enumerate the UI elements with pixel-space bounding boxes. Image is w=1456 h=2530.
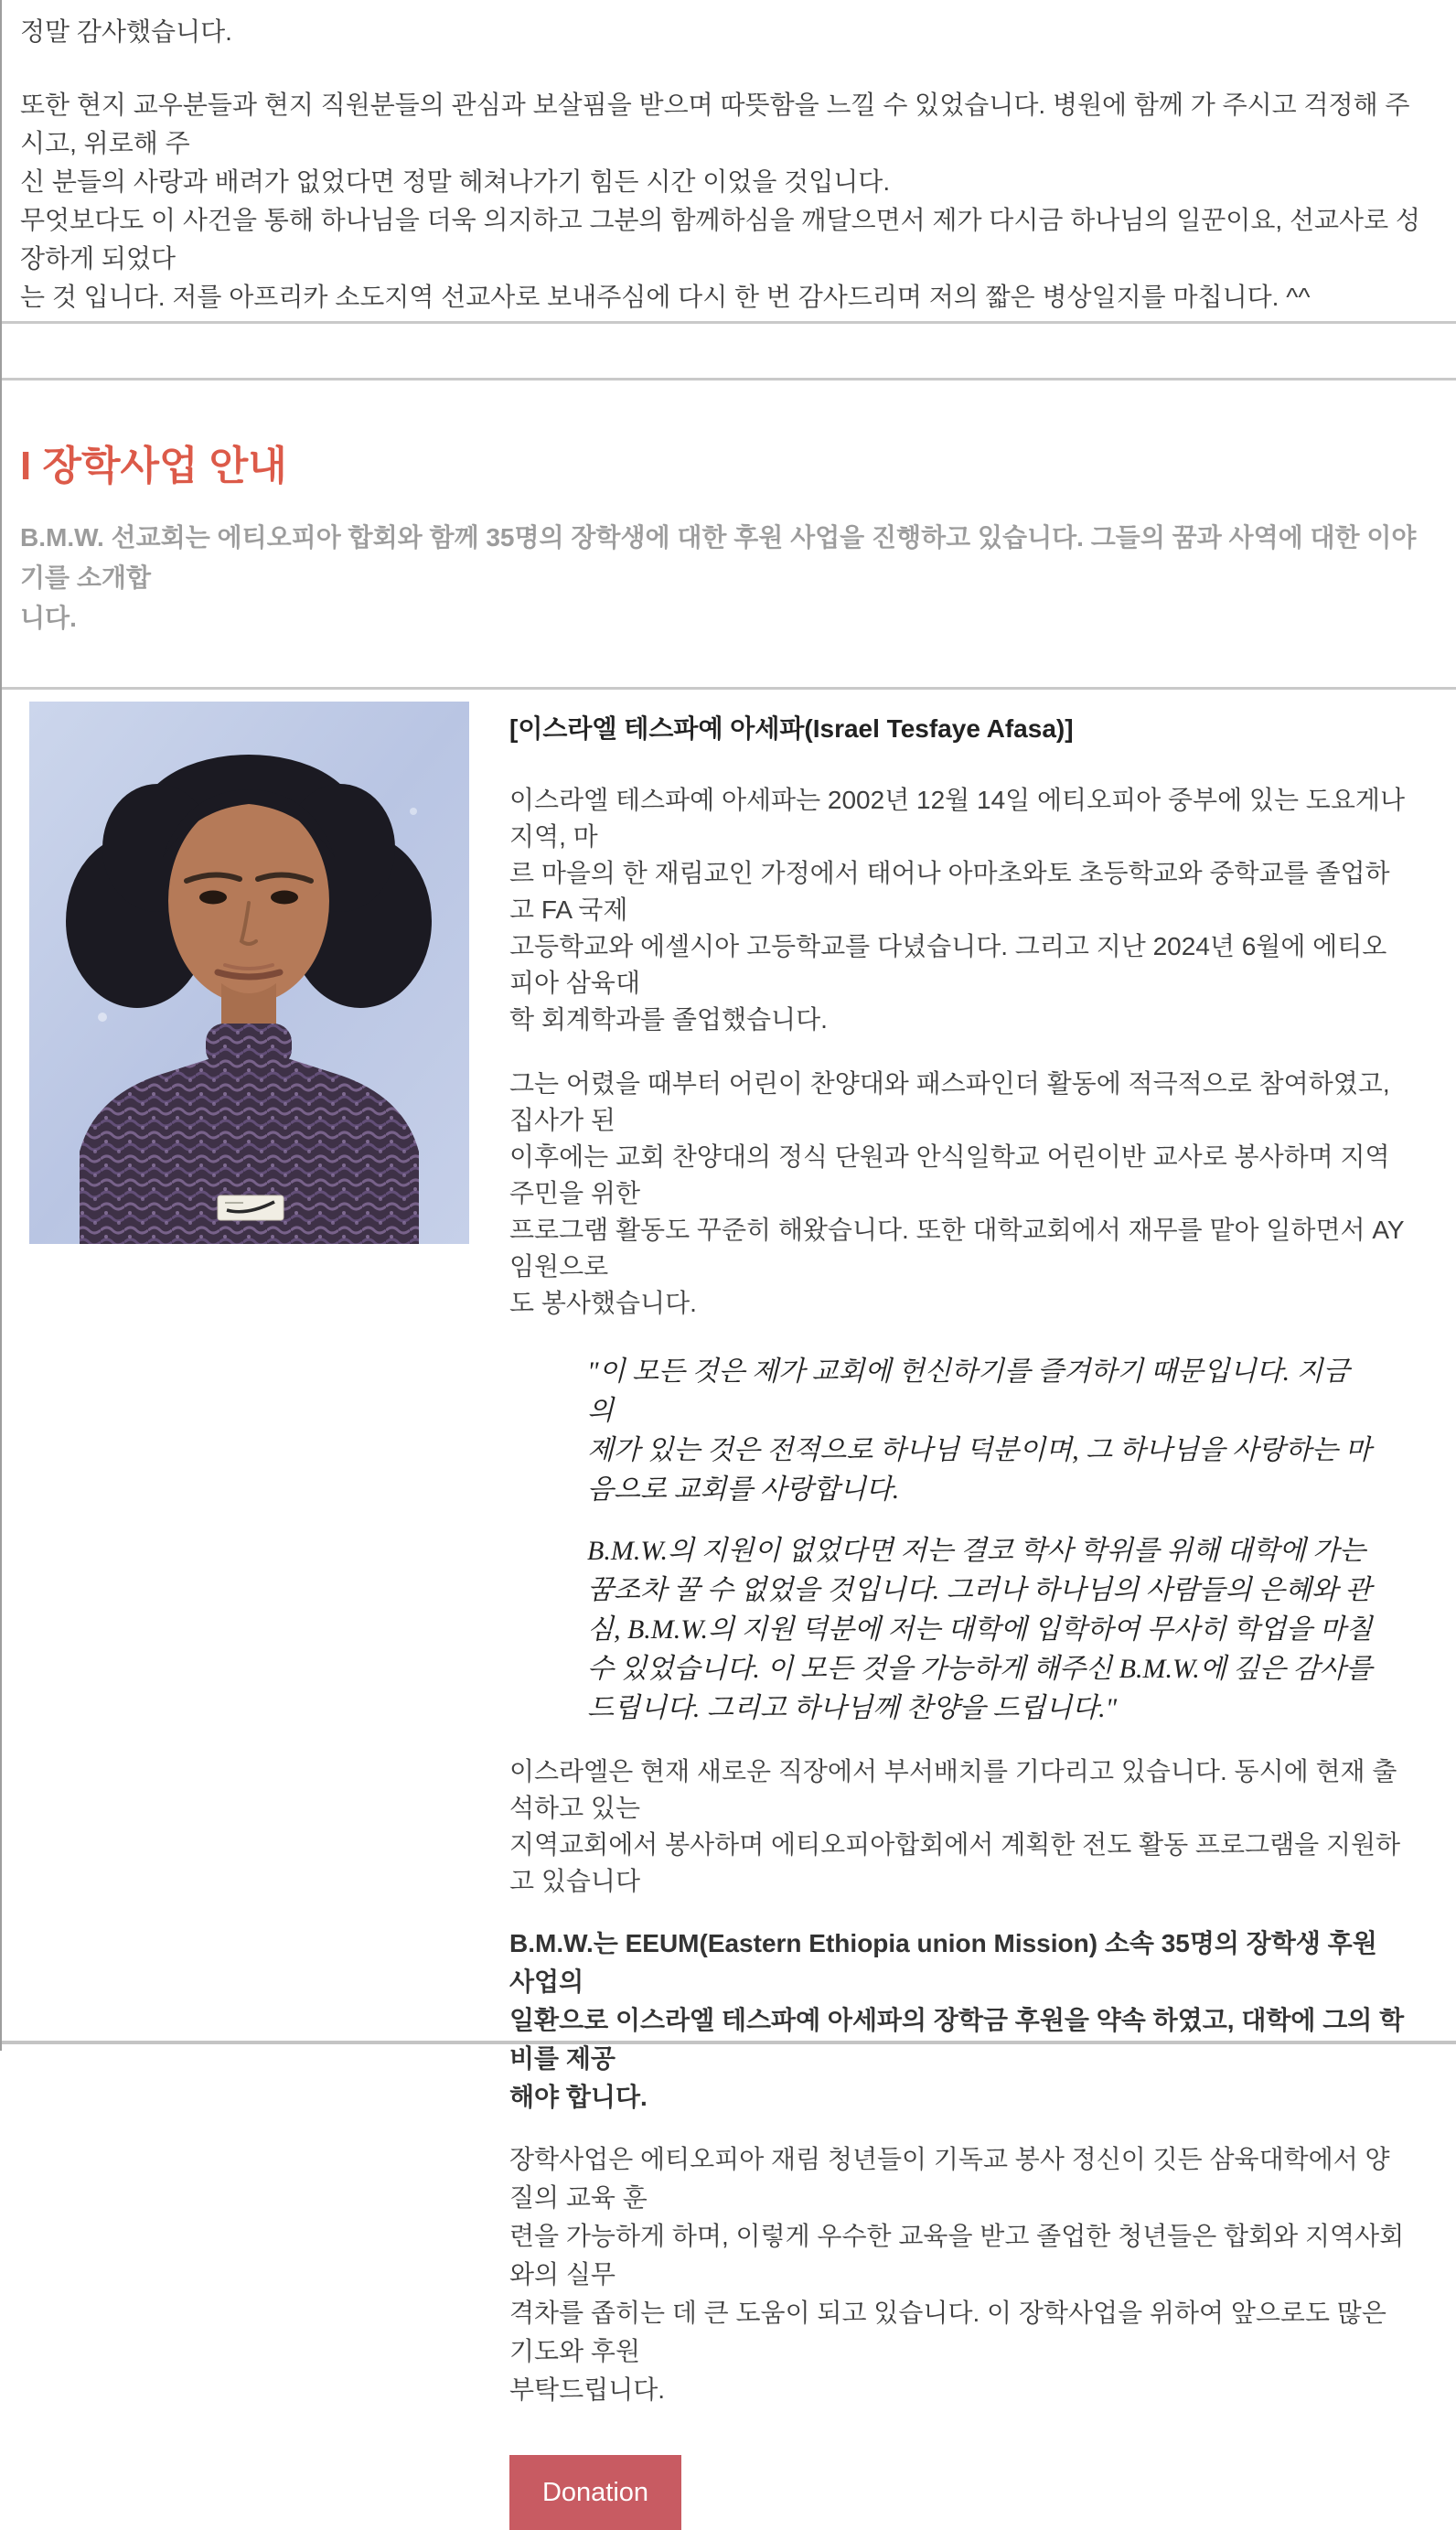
profile-paragraph-3: 이스라엘은 현재 새로운 직장에서 부서배치를 기다리고 있습니다. 동시에 현재 출석하고 있는 지역교회에서 봉사하며 에티오피아합회에서 계획한 전도 활동 프로그램을 지원하고 있습니다 (509, 1757, 1401, 1895)
scholarship-section-subtitle: B.M.W. 선교회는 에티오피아 합회와 함께 35명의 장학생에 대한 후원 사업을 진행하고 있습니다. 그들의 꿈과 사역에 대한 이야기를 소개합 니다. (20, 523, 1417, 632)
story-paragraph-1: 정말 감사했습니다. (20, 17, 232, 46)
donation-button[interactable]: Donation (509, 2455, 681, 2530)
profile-quote-2: B.M.W.의 지원이 없었다면 저는 결코 학사 학위를 위해 대학에 가는 꿈조차 꿀 수 없었을 것입니다. 그러나 하나님의 사람들의 은혜와 관 심, B.M.W.의 지원 덕분에 저는 대학에 입학하여 무사히 학업을 마칠 수 있었습니다. 이 모든 것을 가능하게 해주신 B.M.W.에 깊은 감사를 드립니다. 그리고 하나님께 찬양을 드립니다." (587, 1536, 1373, 1723)
section-missionary-story (2, 0, 1456, 324)
section-scholarship-intro (2, 381, 1456, 690)
story-paragraph-2: 또한 현지 교우분들과 현지 직원분들의 관심과 보살핌을 받으며 따뜻함을 느낄 수 있었습니다. 병원에 함께 가 주시고 걱정해 주시고, 위로해 주 신 분들의 사랑과 배려가 없었다면 정말 헤쳐나가기 힘든 시간 이었을 것입니다. 무엇보다도 이 사건을 통해 하나님을 더욱 의지하고 그분의 함께하심을 깨달으면서 제가 다시금 하나님의 일꾼이요, 선교사로 성장하게 되었다 는 것 입니다. 저를 아프리카 소도지역 선교사로 보내주심에 다시 한 번 감사드리며 저의 짧은 병상일지를 마칩니다. ^^ (20, 91, 1420, 311)
empty-divider-row (2, 324, 1456, 381)
scholarship-section-heading: I 장학사업 안내 (20, 444, 287, 488)
profile-paragraph-2: 그는 어렸을 때부터 어린이 찬양대와 패스파인더 활동에 적극적으로 참여하였고, 집사가 된 이후에는 교회 찬양대의 정식 단원과 안식일학교 어린이반 교사로 봉사하며 지역주민을 위한 프로그램 활동도 꾸준히 해왔습니다. 또한 대학교회에서 재무를 맡아 일하면서 AY 임원으로 도 봉사했습니다. (509, 1069, 1405, 1317)
profile-photo-illustration (29, 702, 469, 1244)
profile-quote-1: "이 모든 것은 제가 교회에 헌신하기를 즐겨하기 때문입니다. 지금의 제가 있는 것은 전적으로 하나님 덕분이며, 그 하나님을 사랑하는 마 음으로 교회를 사랑합니다. (587, 1356, 1372, 1505)
profile-paragraph-bold: B.M.W.는 EEUM(Eastern Ethiopia union Mission) 소속 35명의 장학생 후원 사업의 일환으로 이스라엘 테스파예 아세파의 장학금 후원을 약속 하였고, 대학에 그의 학비를 제공 해야 합니다. (509, 1929, 1405, 2111)
profile-paragraph-1: 이스라엘 테스파예 아세파는 2002년 12월 14일 에티오피아 중부에 있는 도요게나 지역, 마 르 마을의 한 재림교인 가정에서 태어나 아마초와토 초등학교와 중학교를 졸업하고 FA 국제 고등학교와 에셀시아 고등학교를 다녔습니다. 그리고 지난 2024년 6월에 에티오피아 삼육대 학 회계학과를 졸업했습니다. (509, 786, 1405, 1034)
profile-text-column (509, 711, 1406, 2530)
profile-photo (29, 702, 469, 1244)
profile-title: [이스라엘 테스파예 아세파(Israel Tesfaye Afasa)] (509, 714, 1074, 743)
section-student-profile (2, 690, 1456, 2507)
profile-paragraph-4: 장학사업은 에티오피아 재림 청년들이 기독교 봉사 정신이 깃든 삼육대학에서 양질의 교육 훈 련을 가능하게 하며, 이렇게 우수한 교육을 받고 졸업한 청년들은 합회와 지역사회와의 실무 격차를 좁히는 데 큰 도움이 되고 있습니다. 이 장학사업을 위하여 앞으로도 많은 기도와 후원 부탁드립니다. (509, 2145, 1405, 2404)
